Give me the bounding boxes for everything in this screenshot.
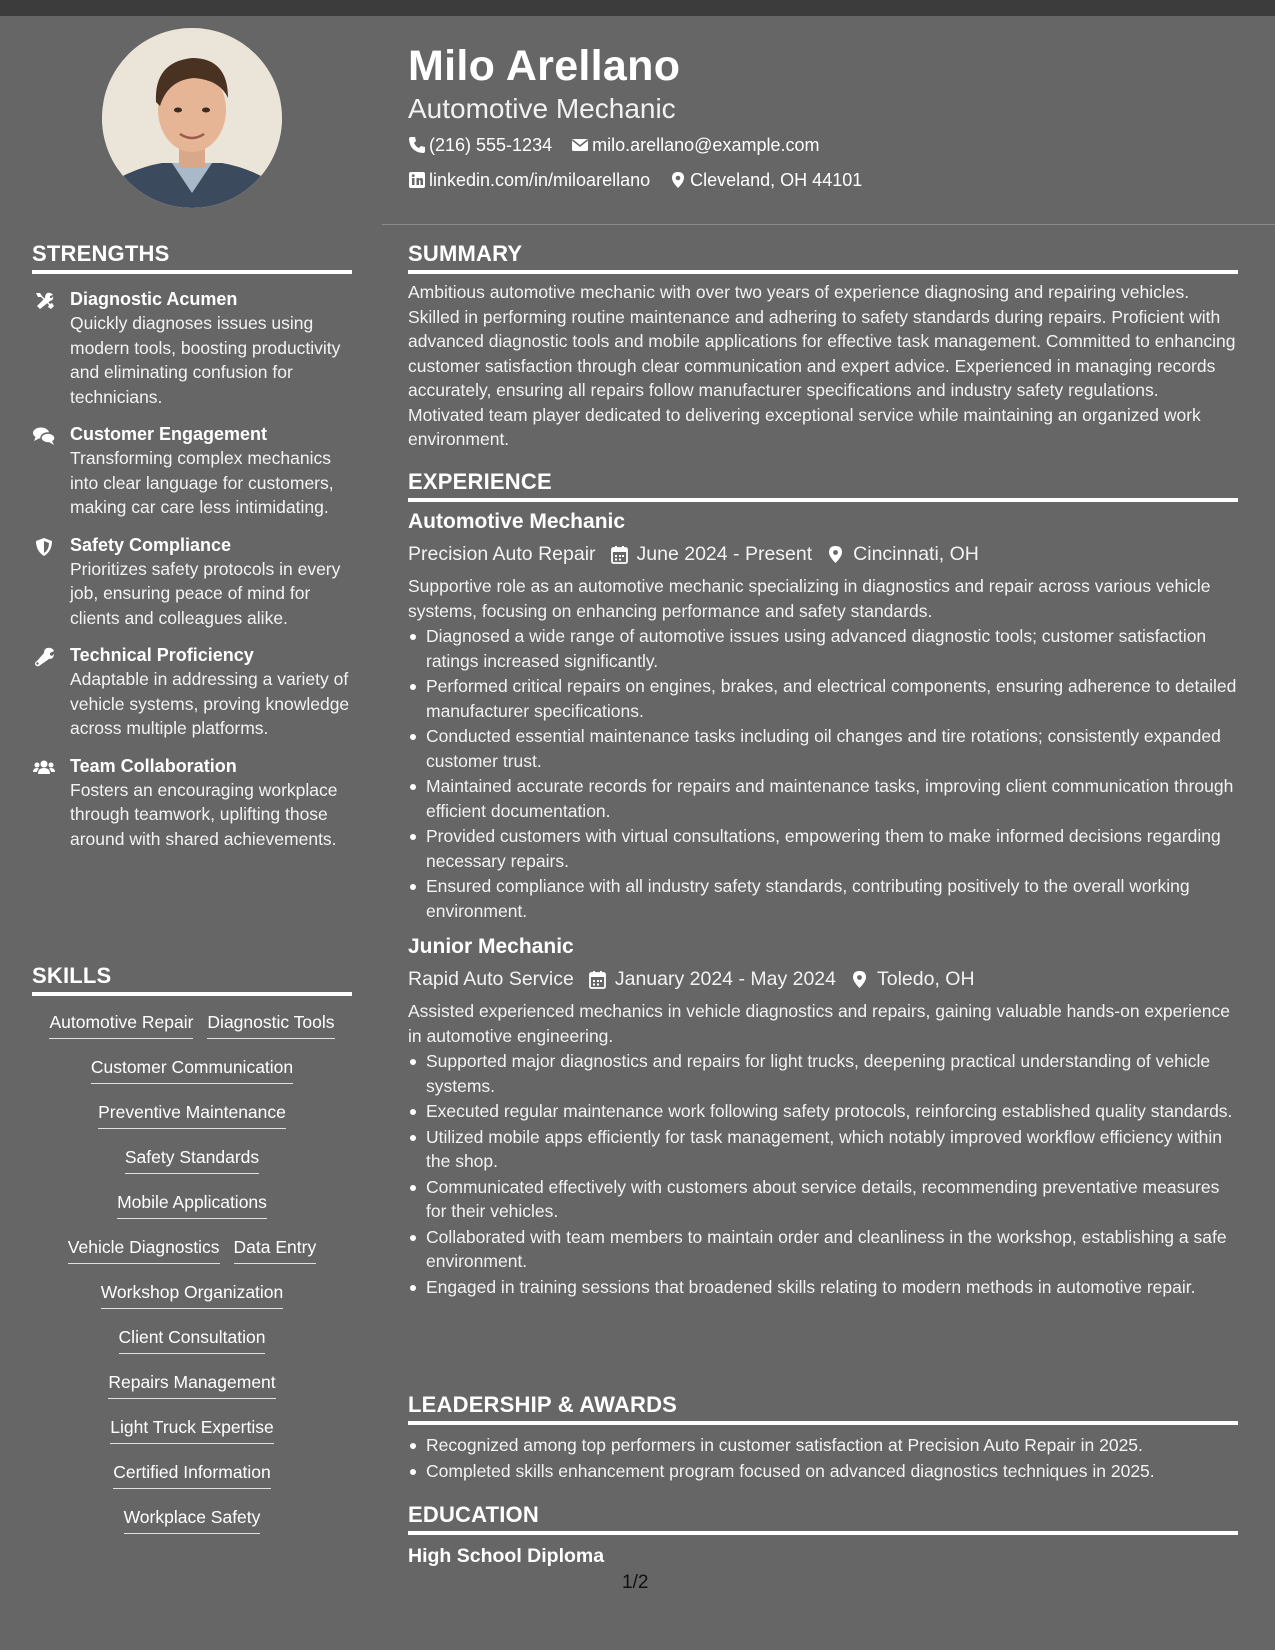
job-entry	[408, 933, 1238, 1299]
strength-title: Technical Proficiency	[70, 645, 254, 665]
skills-list	[32, 1010, 352, 1550]
job-company: Rapid Auto Service	[408, 968, 574, 990]
top-bar	[0, 0, 1275, 16]
email-contact[interactable]	[571, 130, 819, 160]
users-icon	[33, 758, 55, 778]
location-text: Cleveland, OH 44101	[690, 170, 863, 190]
strength-item	[32, 644, 352, 741]
skill-tag: Client Consultation	[119, 1325, 266, 1354]
contact-row	[408, 130, 1238, 163]
strength-desc: Prioritizes safety protocols in every job, ensuring peace of mind for clients and colleagues alike.	[70, 558, 341, 628]
shield-icon	[33, 537, 55, 557]
phone-contact[interactable]	[408, 130, 552, 160]
linkedin-icon	[408, 171, 426, 189]
job-meta	[408, 964, 1238, 994]
skill-tag: Customer Communication	[91, 1055, 293, 1084]
leadership-title: LEADERSHIP & AWARDS	[408, 1392, 1238, 1425]
linkedin-contact[interactable]	[408, 165, 650, 195]
map-pin-icon	[850, 970, 869, 989]
job-bullet: Maintained accurate records for repairs and maintenance tasks, improving client communication through efficient documentation.	[408, 774, 1238, 823]
job-bullet: Utilized mobile apps efficiently for task management, which notably improved workflow efficiency within the shop.	[408, 1125, 1238, 1174]
award-item: Completed skills enhancement program focused on advanced diagnostics techniques in 2025.	[408, 1459, 1238, 1484]
calendar-icon	[588, 970, 607, 989]
page-number: 1/2	[622, 1572, 649, 1593]
job-bullet: Ensured compliance with all industry safety standards, contributing positively to the overall working environment.	[408, 874, 1238, 923]
education-section	[408, 1502, 1238, 1569]
comments-icon	[33, 426, 55, 446]
experience-section	[408, 469, 1238, 1300]
skill-tag: Vehicle Diagnostics	[68, 1235, 220, 1264]
job-location: Toledo, OH	[877, 968, 975, 990]
job-bullets	[408, 624, 1238, 923]
skill-tag: Safety Standards	[125, 1145, 259, 1174]
calendar-icon	[610, 545, 629, 564]
skill-tag: Repairs Management	[108, 1370, 275, 1399]
summary-title: SUMMARY	[408, 241, 1238, 274]
phone-text: (216) 555-1234	[429, 135, 553, 155]
strength-item	[32, 534, 352, 631]
job-role: Junior Mechanic	[408, 935, 574, 958]
skill-tag: Diagnostic Tools	[207, 1010, 334, 1039]
envelope-icon	[571, 136, 589, 154]
job-bullet: Supported major diagnostics and repairs for light trucks, deepening practical understanding of vehicle systems.	[408, 1049, 1238, 1098]
job-entry	[408, 508, 1238, 923]
strengths-title: STRENGTHS	[32, 241, 352, 274]
award-item: Recognized among top performers in customer satisfaction at Precision Auto Repair in 2025.	[408, 1433, 1238, 1458]
skill-tag: Workplace Safety	[124, 1505, 261, 1534]
summary-section	[408, 241, 1238, 452]
leadership-list	[408, 1433, 1238, 1483]
tools-icon	[33, 291, 55, 311]
strength-title: Diagnostic Acumen	[70, 289, 238, 309]
job-bullet: Communicated effectively with customers about service details, recommending preventative measures for their vehicles.	[408, 1175, 1238, 1224]
job-dates: January 2024 - May 2024	[614, 968, 836, 990]
strengths-section	[32, 241, 352, 851]
job-bullet: Executed regular maintenance work following safety protocols, reinforcing established quality standards.	[408, 1099, 1238, 1124]
job-company: Precision Auto Repair	[408, 543, 596, 565]
job-bullet: Collaborated with team members to maintain order and cleanliness in the workshop, establishing a safe environment.	[408, 1225, 1238, 1274]
job-location: Cincinnati, OH	[853, 543, 979, 565]
experience-title: EXPERIENCE	[408, 469, 1238, 502]
profile-photo	[102, 28, 282, 208]
strength-title: Safety Compliance	[70, 534, 232, 555]
email-text: milo.arellano@example.com	[592, 135, 820, 155]
map-pin-icon	[826, 545, 845, 564]
strength-item	[32, 423, 352, 520]
job-bullet: Engaged in training sessions that broadened skills relating to modern methods in automotive repair.	[408, 1275, 1238, 1300]
job-description: Assisted experienced mechanics in vehicle diagnostics and repairs, gaining valuable hands-on experience in automotive engineering.	[408, 1001, 1231, 1046]
skill-tag: Automotive Repair	[49, 1010, 193, 1039]
job-role: Automotive Mechanic	[408, 510, 626, 533]
strength-desc: Quickly diagnoses issues using modern tools, boosting productivity and eliminating confusion for technicians.	[70, 313, 341, 407]
job-dates: June 2024 - Present	[636, 543, 813, 565]
strength-title: Team Collaboration	[70, 755, 237, 776]
strength-item	[32, 755, 352, 852]
skills-section	[32, 963, 352, 1550]
phone-icon	[408, 136, 426, 154]
strength-desc: Transforming complex mechanics into clear language for customers, making car care less intimidating.	[70, 448, 334, 517]
education-title: EDUCATION	[408, 1502, 1238, 1535]
resume-header	[408, 40, 1238, 198]
linkedin-text: linkedin.com/in/miloarellano	[429, 170, 651, 190]
wrench-icon	[33, 647, 55, 667]
job-bullet: Conducted essential maintenance tasks including oil changes and tire rotations; consistently expanded customer trust.	[408, 724, 1238, 773]
job-meta	[408, 539, 1238, 569]
job-description: Supportive role as an automotive mechanic specializing in diagnostics and repair across various vehicle systems, focusing on enhancing performance and safety standards.	[408, 576, 1211, 621]
job-bullet: Diagnosed a wide range of automotive issues using advanced diagnostic tools; customer satisfaction ratings increased significantly.	[408, 624, 1238, 673]
candidate-name: Milo Arellano	[408, 42, 681, 90]
skill-tag: Certified Information	[113, 1460, 271, 1489]
leadership-section	[408, 1392, 1238, 1484]
job-bullet: Provided customers with virtual consultations, empowering them to make informed decisions regarding necessary repairs.	[408, 824, 1238, 873]
skill-tag: Mobile Applications	[117, 1190, 267, 1219]
education-degree: High School Diploma	[408, 1545, 605, 1567]
strength-desc: Adaptable in addressing a variety of vehicle systems, proving knowledge across multiple platforms.	[70, 669, 350, 738]
skill-tag: Workshop Organization	[101, 1280, 284, 1309]
strength-title: Customer Engagement	[70, 424, 268, 444]
job-bullets	[408, 1049, 1238, 1299]
skill-tag: Light Truck Expertise	[110, 1415, 273, 1444]
strength-item	[32, 288, 352, 409]
skill-tag: Data Entry	[234, 1235, 317, 1264]
candidate-title: Automotive Mechanic	[408, 93, 676, 124]
location-contact	[669, 165, 862, 195]
job-bullet: Performed critical repairs on engines, brakes, and electrical components, ensuring adherence to detailed manufacturer specifications.	[408, 674, 1238, 723]
contact-row	[408, 165, 1238, 198]
map-pin-icon	[669, 171, 687, 189]
header-divider	[382, 224, 1275, 225]
skill-tag: Preventive Maintenance	[98, 1100, 286, 1129]
strength-desc: Fosters an encouraging workplace through teamwork, uplifting those around with shared achievements.	[70, 779, 338, 849]
summary-text: Ambitious automotive mechanic with over two years of experience diagnosing and repairing vehicles. Skilled in performing routine maintenance and adhering to safety standards during repairs. Proficient with advanced diagnostic tools and mobile applications for effective task management. Committed to enhancing customer satisfaction through clear communication and expert advice. Experienced in managing records accurately, ensuring all repairs follow manufacturer specifications and industry safety regulations. Motivated team player dedicated to delivering exceptional service while maintaining an organized work environment.	[408, 282, 1236, 449]
skills-title: SKILLS	[32, 963, 352, 996]
